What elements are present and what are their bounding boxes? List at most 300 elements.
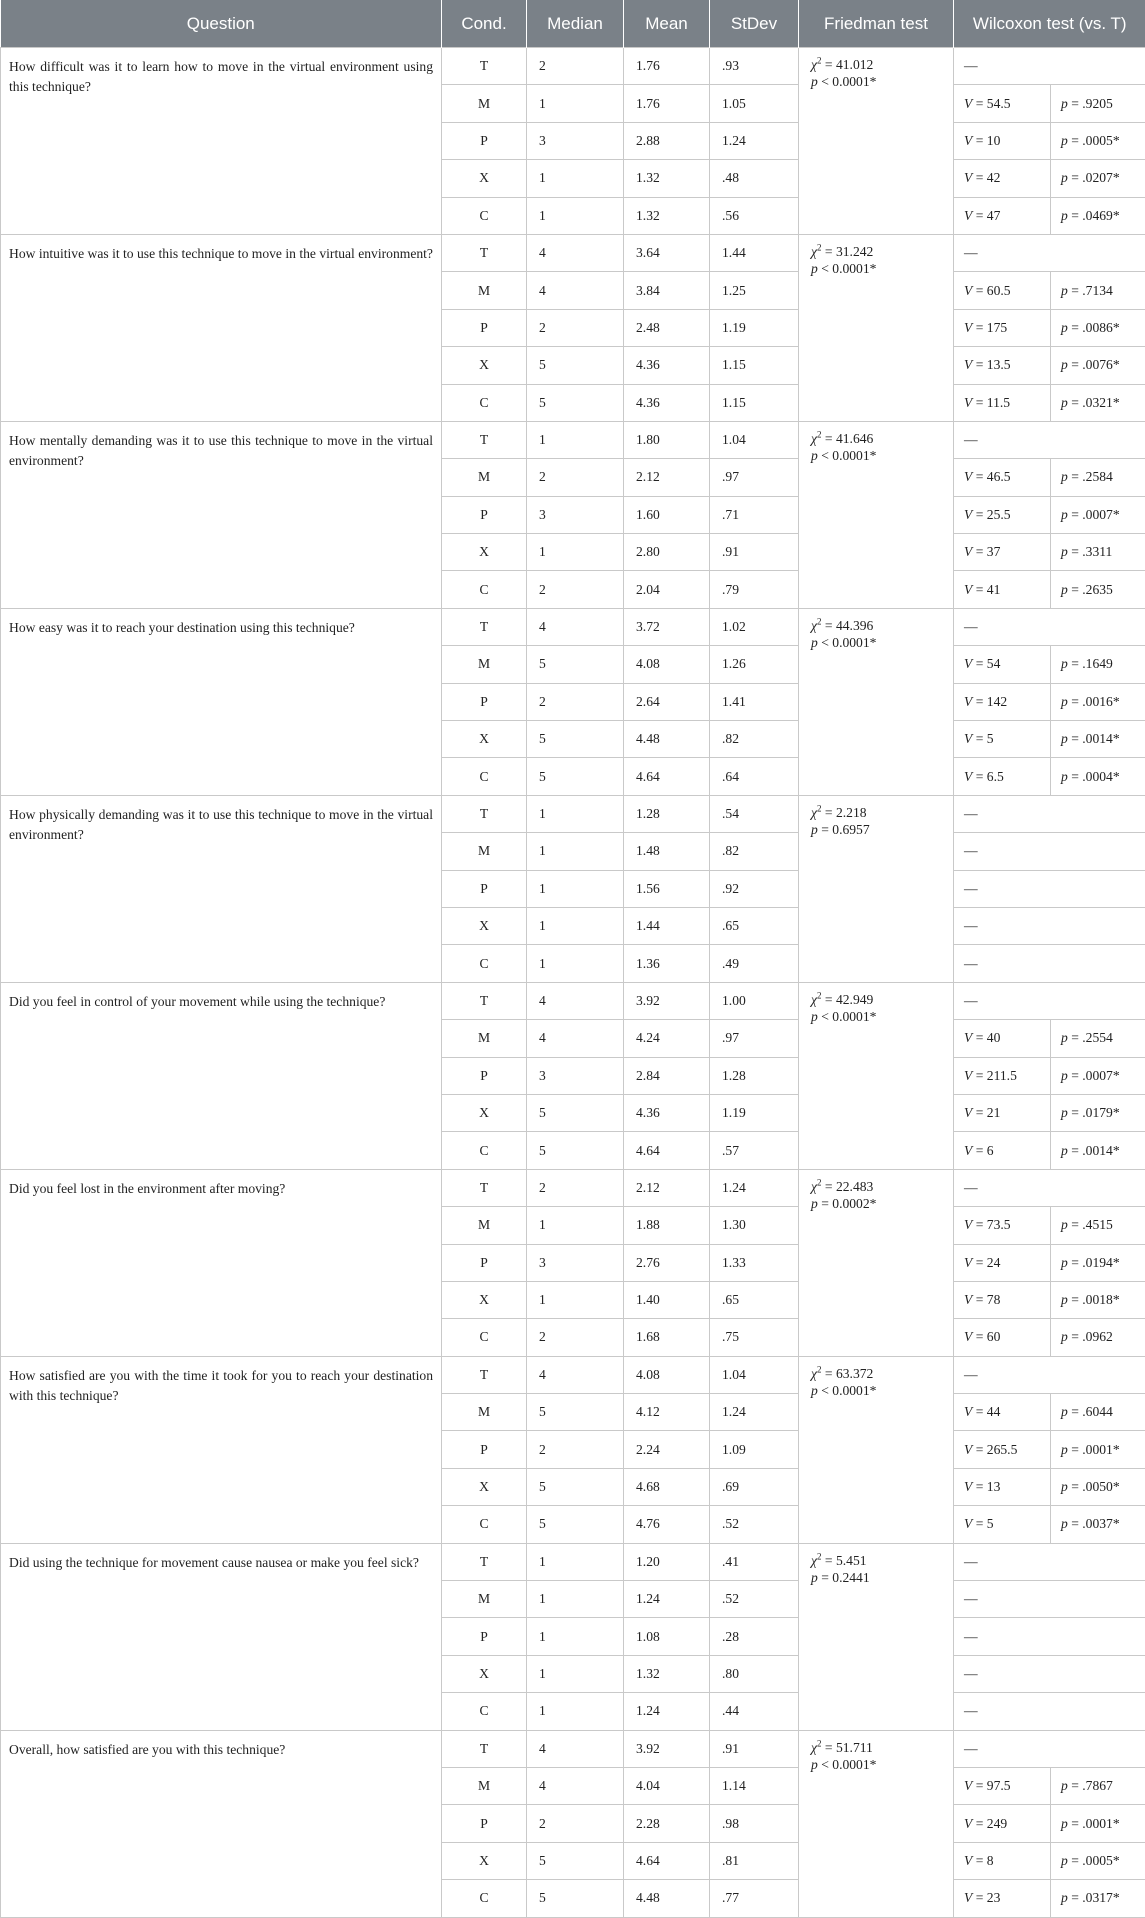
mean-cell: 2.12 — [624, 1169, 710, 1206]
wilcoxon-p-cell: p = .0321* — [1051, 384, 1145, 421]
stdev-cell: .52 — [710, 1581, 799, 1618]
wilcoxon-p-value: .0007* — [1082, 506, 1120, 522]
table-row — [1, 1356, 1145, 1393]
cond-cell: M — [442, 646, 527, 683]
friedman-p-line: p < 0.0001* — [811, 1756, 877, 1772]
wilcoxon-p-value: .2635 — [1082, 581, 1113, 597]
wilcoxon-p-cell: p = .4515 — [1051, 1207, 1145, 1244]
wilcoxon-p-cell: p = .0018* — [1051, 1281, 1145, 1318]
wilcoxon-v-value: 54.5 — [986, 95, 1011, 111]
wilcoxon-v-value: 47 — [986, 207, 1001, 223]
wilcoxon-dash-cell: — — [954, 795, 1145, 832]
mean-cell: 2.76 — [624, 1244, 710, 1281]
friedman-p-line: p = 0.0002* — [811, 1195, 877, 1211]
friedman-chi-value: 31.242 — [835, 243, 874, 259]
question-text: How difficult was it to learn how to move in the virtual environment using this technique? — [1, 48, 442, 235]
mean-cell: 4.36 — [624, 347, 710, 384]
wilcoxon-dash-cell: — — [954, 1655, 1145, 1692]
header-friedman: Friedman test — [799, 0, 954, 48]
wilcoxon-v-cell: V = 73.5 — [954, 1207, 1051, 1244]
cond-cell: T — [442, 48, 527, 85]
median-cell: 5 — [527, 1394, 624, 1431]
wilcoxon-p-cell: p = .9205 — [1051, 85, 1145, 122]
wilcoxon-v-cell: V = 46.5 — [954, 459, 1051, 496]
median-cell: 1 — [527, 1655, 624, 1692]
stdev-cell: .28 — [710, 1618, 799, 1655]
median-cell: 3 — [527, 122, 624, 159]
friedman-cell — [799, 982, 954, 1169]
median-cell: 5 — [527, 1094, 624, 1131]
stdev-cell: .97 — [710, 1020, 799, 1057]
cond-cell: M — [442, 1767, 527, 1804]
wilcoxon-v-cell: V = 5 — [954, 721, 1051, 758]
wilcoxon-v-value: 40 — [986, 1030, 1001, 1046]
cond-cell: M — [442, 1394, 527, 1431]
friedman-p-value: = 0.6957 — [821, 821, 870, 837]
mean-cell: 4.48 — [624, 721, 710, 758]
stdev-cell: .82 — [710, 721, 799, 758]
friedman-p-line: p < 0.0001* — [811, 260, 877, 276]
stdev-cell: .92 — [710, 870, 799, 907]
stdev-cell: .48 — [710, 160, 799, 197]
mean-cell: 3.72 — [624, 608, 710, 645]
wilcoxon-p-cell: p = .0037* — [1051, 1506, 1145, 1543]
wilcoxon-dash-cell: — — [954, 833, 1145, 870]
question-text: How easy was it to reach your destination using this technique? — [1, 608, 442, 795]
stdev-cell: 1.19 — [710, 1094, 799, 1131]
wilcoxon-v-value: 13 — [986, 1479, 1001, 1495]
mean-cell: 1.28 — [624, 795, 710, 832]
mean-cell: 4.08 — [624, 1356, 710, 1393]
cond-cell: M — [442, 1581, 527, 1618]
table-row — [1, 1730, 1145, 1767]
wilcoxon-v-value: 78 — [986, 1292, 1001, 1308]
stdev-cell: 1.44 — [710, 234, 799, 271]
question-text: How mentally demanding was it to use this technique to move in the virtual environment? — [1, 421, 442, 608]
wilcoxon-v-value: 5 — [986, 731, 994, 747]
friedman-cell — [799, 421, 954, 608]
friedman-chi-line: $\chi^2 = 44.396$ — [811, 616, 874, 633]
wilcoxon-p-cell: p = .0005* — [1051, 122, 1145, 159]
wilcoxon-p-value: .0086* — [1082, 319, 1120, 335]
wilcoxon-p-value: .1649 — [1082, 656, 1113, 672]
wilcoxon-v-cell: V = 21 — [954, 1094, 1051, 1131]
stdev-cell: .79 — [710, 571, 799, 608]
stdev-cell: .65 — [710, 1281, 799, 1318]
wilcoxon-dash-cell: — — [954, 1543, 1145, 1580]
wilcoxon-p-cell: p = .0014* — [1051, 1132, 1145, 1169]
cond-cell: T — [442, 234, 527, 271]
stdev-cell: 1.00 — [710, 982, 799, 1019]
question-text: Overall, how satisfied are you with this technique? — [1, 1730, 442, 1917]
friedman-chi-line: $\chi^2 = 63.372$ — [811, 1364, 874, 1381]
wilcoxon-v-cell: V = 37 — [954, 534, 1051, 571]
wilcoxon-v-value: 8 — [986, 1852, 994, 1868]
median-cell: 1 — [527, 870, 624, 907]
friedman-chi-line: $\chi^2 = 42.949$ — [811, 990, 874, 1007]
friedman-p-line: p = 0.2441 — [811, 1569, 870, 1585]
stdev-cell: .97 — [710, 459, 799, 496]
wilcoxon-v-value: 25.5 — [986, 506, 1011, 522]
friedman-cell — [799, 1543, 954, 1730]
mean-cell: 2.80 — [624, 534, 710, 571]
wilcoxon-v-value: 142 — [986, 693, 1008, 709]
wilcoxon-v-cell: V = 5 — [954, 1506, 1051, 1543]
wilcoxon-dash-cell: — — [954, 982, 1145, 1019]
wilcoxon-p-value: .0037* — [1082, 1516, 1120, 1532]
stdev-cell: .77 — [710, 1880, 799, 1917]
friedman-chi-line: $\chi^2 = 31.242$ — [811, 242, 874, 259]
mean-cell: 2.84 — [624, 1057, 710, 1094]
wilcoxon-dash-cell: — — [954, 907, 1145, 944]
median-cell: 5 — [527, 384, 624, 421]
wilcoxon-p-value: .0076* — [1082, 357, 1120, 373]
median-cell: 3 — [527, 496, 624, 533]
wilcoxon-v-value: 13.5 — [986, 357, 1011, 373]
wilcoxon-p-value: .0321* — [1082, 394, 1120, 410]
cond-cell: M — [442, 1020, 527, 1057]
wilcoxon-v-cell: V = 40 — [954, 1020, 1051, 1057]
wilcoxon-v-value: 24 — [986, 1254, 1001, 1270]
wilcoxon-v-cell: V = 97.5 — [954, 1767, 1051, 1804]
wilcoxon-p-value: .0014* — [1082, 731, 1120, 747]
wilcoxon-p-cell: p = .6044 — [1051, 1394, 1145, 1431]
friedman-p-line: p < 0.0001* — [811, 1382, 877, 1398]
stdev-cell: 1.09 — [710, 1431, 799, 1468]
stdev-cell: .41 — [710, 1543, 799, 1580]
median-cell: 5 — [527, 758, 624, 795]
table-row — [1, 1543, 1145, 1580]
mean-cell: 4.64 — [624, 758, 710, 795]
mean-cell: 1.48 — [624, 833, 710, 870]
wilcoxon-p-value: .0469* — [1082, 207, 1120, 223]
cond-cell: T — [442, 421, 527, 458]
wilcoxon-p-value: .0050* — [1082, 1479, 1120, 1495]
wilcoxon-p-cell: p = .0007* — [1051, 1057, 1145, 1094]
mean-cell: 4.24 — [624, 1020, 710, 1057]
median-cell: 1 — [527, 795, 624, 832]
median-cell: 1 — [527, 945, 624, 982]
header-question: Question — [1, 0, 442, 48]
table-row — [1, 608, 1145, 645]
wilcoxon-v-cell: V = 249 — [954, 1805, 1051, 1842]
cond-cell: C — [442, 1880, 527, 1917]
wilcoxon-v-value: 6.5 — [986, 768, 1004, 784]
mean-cell: 3.92 — [624, 1730, 710, 1767]
wilcoxon-v-value: 10 — [986, 132, 1001, 148]
table-row — [1, 421, 1145, 458]
stdev-cell: 1.14 — [710, 1767, 799, 1804]
wilcoxon-p-cell: p = .1649 — [1051, 646, 1145, 683]
wilcoxon-v-cell: V = 54.5 — [954, 85, 1051, 122]
cond-cell: T — [442, 982, 527, 1019]
wilcoxon-v-cell: V = 142 — [954, 683, 1051, 720]
stdev-cell: .91 — [710, 1730, 799, 1767]
friedman-chi-value: 22.483 — [835, 1178, 874, 1194]
friedman-cell — [799, 608, 954, 795]
mean-cell: 1.32 — [624, 197, 710, 234]
wilcoxon-v-value: 97.5 — [986, 1778, 1011, 1794]
wilcoxon-v-cell: V = 47 — [954, 197, 1051, 234]
table-row — [1, 48, 1145, 85]
cond-cell: T — [442, 795, 527, 832]
cond-cell: P — [442, 309, 527, 346]
friedman-chi-value: 41.646 — [835, 430, 874, 446]
friedman-p-line: p < 0.0001* — [811, 447, 877, 463]
wilcoxon-p-cell: p = .0001* — [1051, 1431, 1145, 1468]
wilcoxon-p-cell: p = .0207* — [1051, 160, 1145, 197]
cond-cell: P — [442, 683, 527, 720]
mean-cell: 4.08 — [624, 646, 710, 683]
cond-cell: C — [442, 571, 527, 608]
wilcoxon-v-value: 46.5 — [986, 469, 1011, 485]
cond-cell: T — [442, 1730, 527, 1767]
median-cell: 2 — [527, 571, 624, 608]
cond-cell: P — [442, 1244, 527, 1281]
wilcoxon-p-value: .0014* — [1082, 1142, 1120, 1158]
friedman-cell — [799, 48, 954, 235]
cond-cell: M — [442, 459, 527, 496]
friedman-cell — [799, 234, 954, 421]
friedman-chi-line: $\chi^2 = 41.646$ — [811, 429, 874, 446]
wilcoxon-p-cell: p = .0962 — [1051, 1319, 1145, 1356]
stdev-cell: .81 — [710, 1842, 799, 1879]
friedman-p-value: < 0.0001* — [821, 634, 877, 650]
wilcoxon-p-value: .6044 — [1082, 1404, 1113, 1420]
mean-cell: 4.36 — [624, 1094, 710, 1131]
mean-cell: 1.68 — [624, 1319, 710, 1356]
wilcoxon-p-value: .0016* — [1082, 693, 1120, 709]
median-cell: 2 — [527, 459, 624, 496]
wilcoxon-v-cell: V = 13 — [954, 1468, 1051, 1505]
wilcoxon-v-value: 249 — [986, 1815, 1008, 1831]
wilcoxon-p-cell: p = .0007* — [1051, 496, 1145, 533]
median-cell: 1 — [527, 833, 624, 870]
wilcoxon-p-cell: p = .0179* — [1051, 1094, 1145, 1131]
cond-cell: X — [442, 907, 527, 944]
stdev-cell: 1.25 — [710, 272, 799, 309]
friedman-p-value: < 0.0001* — [821, 1756, 877, 1772]
stdev-cell: 1.28 — [710, 1057, 799, 1094]
wilcoxon-v-value: 60.5 — [986, 282, 1011, 298]
friedman-p-value: < 0.0001* — [821, 1382, 877, 1398]
cond-cell: X — [442, 534, 527, 571]
wilcoxon-v-cell: V = 211.5 — [954, 1057, 1051, 1094]
mean-cell: 1.88 — [624, 1207, 710, 1244]
wilcoxon-v-cell: V = 23 — [954, 1880, 1051, 1917]
median-cell: 4 — [527, 1767, 624, 1804]
wilcoxon-v-cell: V = 11.5 — [954, 384, 1051, 421]
friedman-chi-value: 41.012 — [835, 57, 874, 72]
median-cell: 2 — [527, 1169, 624, 1206]
stdev-cell: .64 — [710, 758, 799, 795]
median-cell: 3 — [527, 1244, 624, 1281]
median-cell: 1 — [527, 534, 624, 571]
mean-cell: 2.88 — [624, 122, 710, 159]
mean-cell: 3.84 — [624, 272, 710, 309]
friedman-chi-line: $\chi^2 = 5.451$ — [811, 1551, 867, 1568]
mean-cell: 4.04 — [624, 1767, 710, 1804]
wilcoxon-p-value: .2554 — [1082, 1030, 1113, 1046]
stdev-cell: .69 — [710, 1468, 799, 1505]
wilcoxon-dash-cell: — — [954, 421, 1145, 458]
median-cell: 1 — [527, 197, 624, 234]
median-cell: 2 — [527, 309, 624, 346]
stdev-cell: .80 — [710, 1655, 799, 1692]
wilcoxon-p-value: .0001* — [1082, 1441, 1120, 1457]
wilcoxon-dash-cell: — — [954, 1693, 1145, 1730]
wilcoxon-dash-cell: — — [954, 48, 1145, 85]
wilcoxon-v-cell: V = 78 — [954, 1281, 1051, 1318]
wilcoxon-v-cell: V = 24 — [954, 1244, 1051, 1281]
cond-cell: P — [442, 122, 527, 159]
median-cell: 4 — [527, 1730, 624, 1767]
wilcoxon-dash-cell: — — [954, 1581, 1145, 1618]
header-row — [1, 0, 1145, 48]
wilcoxon-v-cell: V = 6 — [954, 1132, 1051, 1169]
median-cell: 5 — [527, 646, 624, 683]
friedman-cell — [799, 1169, 954, 1356]
mean-cell: 1.40 — [624, 1281, 710, 1318]
median-cell: 1 — [527, 1693, 624, 1730]
wilcoxon-p-value: .0005* — [1082, 132, 1120, 148]
cond-cell: T — [442, 1543, 527, 1580]
stdev-cell: 1.04 — [710, 1356, 799, 1393]
wilcoxon-p-cell: p = .0469* — [1051, 197, 1145, 234]
mean-cell: 4.68 — [624, 1468, 710, 1505]
mean-cell: 3.92 — [624, 982, 710, 1019]
cond-cell: X — [442, 1094, 527, 1131]
stdev-cell: 1.05 — [710, 85, 799, 122]
friedman-p-value: < 0.0001* — [821, 1008, 877, 1024]
stdev-cell: 1.30 — [710, 1207, 799, 1244]
median-cell: 3 — [527, 1057, 624, 1094]
wilcoxon-p-value: .2584 — [1082, 469, 1113, 485]
table-row — [1, 982, 1145, 1019]
median-cell: 1 — [527, 1281, 624, 1318]
wilcoxon-p-cell: p = .2635 — [1051, 571, 1145, 608]
wilcoxon-v-value: 265.5 — [986, 1441, 1018, 1457]
cond-cell: T — [442, 608, 527, 645]
header-wilcoxon: Wilcoxon test (vs. T) — [954, 0, 1145, 48]
mean-cell: 2.48 — [624, 309, 710, 346]
wilcoxon-v-value: 175 — [986, 319, 1008, 335]
mean-cell: 1.80 — [624, 421, 710, 458]
stdev-cell: 1.04 — [710, 421, 799, 458]
mean-cell: 1.24 — [624, 1693, 710, 1730]
mean-cell: 2.64 — [624, 683, 710, 720]
cond-cell: C — [442, 197, 527, 234]
stdev-cell: .56 — [710, 197, 799, 234]
wilcoxon-p-cell: p = .7867 — [1051, 1767, 1145, 1804]
wilcoxon-p-value: .0005* — [1082, 1852, 1120, 1868]
median-cell: 2 — [527, 48, 624, 85]
wilcoxon-v-cell: V = 44 — [954, 1394, 1051, 1431]
cond-cell: C — [442, 758, 527, 795]
question-text: Did you feel lost in the environment after moving? — [1, 1169, 442, 1356]
friedman-p-line: p < 0.0001* — [811, 634, 877, 650]
median-cell: 5 — [527, 1132, 624, 1169]
wilcoxon-dash-cell: — — [954, 1730, 1145, 1767]
wilcoxon-v-value: 5 — [986, 1516, 994, 1532]
cond-cell: C — [442, 1319, 527, 1356]
cond-cell: M — [442, 272, 527, 309]
mean-cell: 4.64 — [624, 1842, 710, 1879]
cond-cell: M — [442, 1207, 527, 1244]
wilcoxon-v-value: 211.5 — [986, 1067, 1017, 1083]
stdev-cell: .71 — [710, 496, 799, 533]
table-body — [1, 48, 1145, 1918]
mean-cell: 4.76 — [624, 1506, 710, 1543]
wilcoxon-v-value: 21 — [986, 1105, 1001, 1121]
stdev-cell: .65 — [710, 907, 799, 944]
stdev-cell: .52 — [710, 1506, 799, 1543]
cond-cell: X — [442, 1842, 527, 1879]
wilcoxon-p-cell: p = .0014* — [1051, 721, 1145, 758]
wilcoxon-v-value: 37 — [986, 544, 1001, 560]
wilcoxon-p-cell: p = .0317* — [1051, 1880, 1145, 1917]
stdev-cell: 1.24 — [710, 1169, 799, 1206]
wilcoxon-p-value: .0194* — [1082, 1254, 1120, 1270]
friedman-cell — [799, 1730, 954, 1917]
table-row — [1, 1169, 1145, 1206]
mean-cell: 1.44 — [624, 907, 710, 944]
wilcoxon-p-cell: p = .3311 — [1051, 534, 1145, 571]
friedman-cell — [799, 795, 954, 982]
friedman-p-value: = 0.0002* — [821, 1195, 877, 1211]
friedman-p-value: < 0.0001* — [821, 74, 877, 89]
wilcoxon-v-value: 60 — [986, 1329, 1001, 1345]
mean-cell: 4.48 — [624, 1880, 710, 1917]
mean-cell: 2.12 — [624, 459, 710, 496]
wilcoxon-p-cell: p = .0050* — [1051, 1468, 1145, 1505]
cond-cell: X — [442, 347, 527, 384]
wilcoxon-p-value: .0317* — [1082, 1890, 1120, 1906]
mean-cell: 1.76 — [624, 85, 710, 122]
friedman-chi-line: $\chi^2 = 2.218$ — [811, 803, 867, 820]
wilcoxon-p-value: .4515 — [1082, 1217, 1113, 1233]
median-cell: 2 — [527, 1431, 624, 1468]
cond-cell: C — [442, 1132, 527, 1169]
cond-cell: T — [442, 1356, 527, 1393]
wilcoxon-dash-cell: — — [954, 1618, 1145, 1655]
wilcoxon-v-cell: V = 54 — [954, 646, 1051, 683]
median-cell: 2 — [527, 683, 624, 720]
friedman-chi-value: 63.372 — [835, 1365, 874, 1381]
wilcoxon-v-cell: V = 25.5 — [954, 496, 1051, 533]
median-cell: 1 — [527, 907, 624, 944]
median-cell: 5 — [527, 721, 624, 758]
wilcoxon-p-cell: p = .0086* — [1051, 309, 1145, 346]
question-text: Did you feel in control of your movement while using the technique? — [1, 982, 442, 1169]
mean-cell: 1.60 — [624, 496, 710, 533]
median-cell: 4 — [527, 1020, 624, 1057]
wilcoxon-p-cell: p = .2554 — [1051, 1020, 1145, 1057]
wilcoxon-p-value: .7867 — [1082, 1778, 1113, 1794]
stdev-cell: 1.15 — [710, 347, 799, 384]
wilcoxon-p-value: .0179* — [1082, 1105, 1120, 1121]
median-cell: 4 — [527, 234, 624, 271]
median-cell: 4 — [527, 1356, 624, 1393]
cond-cell: M — [442, 85, 527, 122]
wilcoxon-p-cell: p = .7134 — [1051, 272, 1145, 309]
wilcoxon-p-value: .9205 — [1082, 95, 1113, 111]
question-text: How satisfied are you with the time it took for you to reach your destination with this technique? — [1, 1356, 442, 1543]
mean-cell: 4.64 — [624, 1132, 710, 1169]
stdev-cell: 1.24 — [710, 122, 799, 159]
mean-cell: 1.56 — [624, 870, 710, 907]
cond-cell: X — [442, 160, 527, 197]
